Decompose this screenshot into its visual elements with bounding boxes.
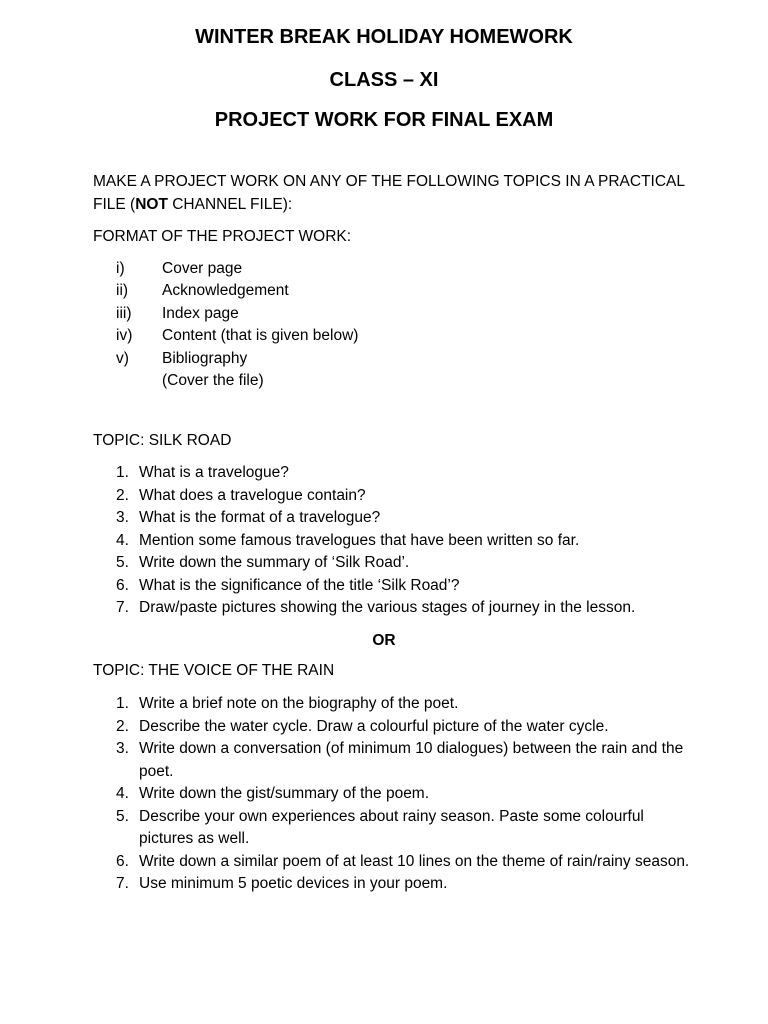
list-item-number: 2. — [116, 486, 129, 504]
list-item-text: What does a travelogue contain? — [139, 486, 366, 504]
list-item — [116, 716, 696, 739]
list-item-number: 4. — [116, 531, 129, 549]
list-item — [116, 806, 696, 851]
list-item-text: Draw/paste pictures showing the various stages of journey in the lesson. — [139, 599, 636, 616]
list-item-number: iv) — [116, 327, 133, 345]
list-item-text: Mention some famous travelogues that have been written so far. — [139, 531, 580, 549]
list-item — [116, 597, 696, 620]
intro-text-bold: NOT — [135, 195, 168, 213]
list-item-number: v) — [116, 349, 129, 367]
list-item — [116, 485, 696, 508]
list-item-number: 5. — [116, 807, 129, 825]
list-item-number: ii) — [116, 282, 129, 300]
list-item-text: Write down the summary of ‘Silk Road’. — [139, 554, 410, 571]
list-item-text: Write a brief note on the biography of the poet. — [139, 695, 459, 712]
format-label: FORMAT OF THE PROJECT WORK: — [93, 228, 352, 245]
list-item-text: What is a travelogue? — [139, 464, 289, 481]
list-item — [116, 530, 696, 553]
topic-silk-road-label: TOPIC: SILK ROAD — [93, 432, 232, 449]
list-item-text: Write down a conversation (of minimum 10 dialogues) between the rain and the poet. — [139, 740, 684, 780]
list-item-number: 6. — [116, 852, 129, 870]
or-separator: OR — [372, 632, 396, 649]
intro-text-before: MAKE A PROJECT WORK ON ANY OF THE FOLLOWING TOPICS IN A PRACTICAL FILE ( — [93, 173, 685, 213]
topic-voice-of-rain-label: TOPIC: THE VOICE OF THE RAIN — [93, 662, 335, 679]
list-item-text: Index page — [162, 304, 239, 322]
list-item-text: Content (that is given below) — [162, 327, 359, 345]
list-item-number: 1. — [116, 464, 129, 481]
list-item — [116, 462, 696, 485]
list-item-text: What is the significance of the title ‘Silk Road’? — [139, 576, 460, 594]
list-item — [116, 851, 696, 874]
list-item-number: i) — [116, 260, 125, 277]
list-item-number: 7. — [116, 875, 129, 892]
list-item-number: 6. — [116, 576, 129, 594]
list-item — [116, 738, 696, 783]
list-item-text: Bibliography — [162, 349, 248, 367]
list-item-number: 2. — [116, 717, 129, 735]
list-item-text: Write down a similar poem of at least 10 lines on the theme of rain/rainy season. — [139, 852, 690, 870]
document-title: WINTER BREAK HOLIDAY HOMEWORK — [195, 26, 573, 48]
list-item-text: Write down the gist/summary of the poem. — [139, 785, 430, 802]
list-item — [116, 552, 696, 575]
list-item-number: 3. — [116, 740, 129, 757]
list-item — [116, 507, 696, 530]
intro-text-after: CHANNEL FILE): — [167, 195, 293, 213]
list-item-text: Acknowledgement — [162, 282, 289, 300]
list-item-number: 5. — [116, 554, 129, 571]
list-item-number: 4. — [116, 785, 129, 802]
list-item — [116, 873, 696, 896]
list-item-text: What is the format of a travelogue? — [139, 509, 381, 526]
class-heading: CLASS – XI — [329, 69, 439, 91]
list-item-text: Describe your own experiences about rainy season. Paste some colourful pictures as well. — [139, 807, 644, 847]
list-item-number: iii) — [116, 304, 132, 322]
topic-voice-of-rain-questions — [116, 693, 696, 896]
project-heading: PROJECT WORK FOR FINAL EXAM — [214, 109, 554, 131]
topic-silk-road-questions — [116, 462, 696, 620]
intro-instruction — [93, 171, 693, 216]
list-item — [116, 575, 696, 598]
list-item — [116, 783, 696, 806]
list-item-text: Describe the water cycle. Draw a colourful picture of the water cycle. — [139, 717, 609, 735]
list-item — [116, 693, 696, 716]
list-item-text: Cover page — [162, 260, 243, 277]
list-item-text: Use minimum 5 poetic devices in your poem. — [139, 875, 448, 892]
list-item-text: (Cover the file) — [162, 371, 264, 389]
list-item-number: 1. — [116, 695, 129, 712]
list-item-number: 3. — [116, 509, 129, 526]
list-item-number: 7. — [116, 599, 129, 616]
